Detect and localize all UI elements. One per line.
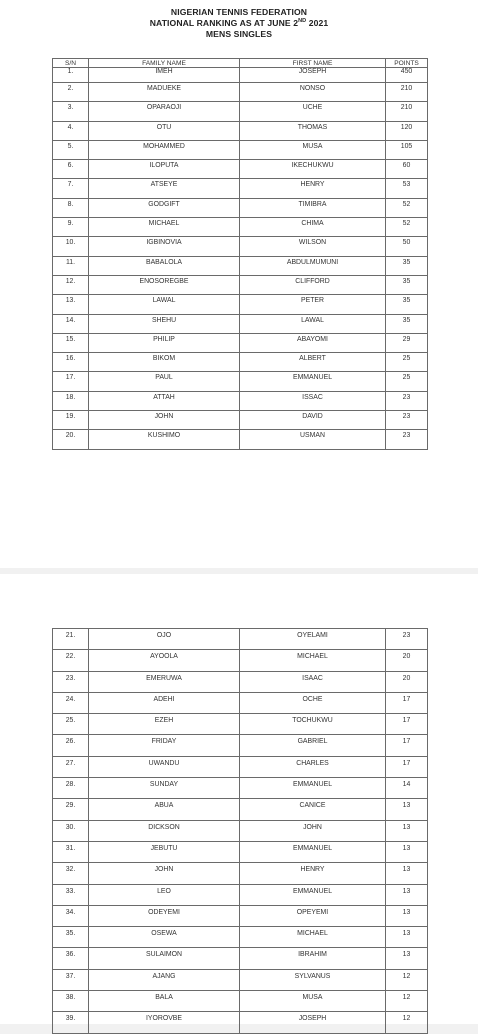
family-name-cell: IGBINOVIA bbox=[89, 237, 240, 256]
table-row bbox=[53, 735, 428, 756]
points-cell: 20 bbox=[386, 650, 428, 671]
table-row bbox=[53, 179, 428, 198]
points-cell: 13 bbox=[386, 863, 428, 884]
family-name-cell: IMEH bbox=[89, 68, 240, 83]
sn-cell: 19. bbox=[53, 411, 89, 430]
table-header-row bbox=[53, 59, 428, 68]
points-cell: 52 bbox=[386, 218, 428, 237]
family-name-cell: OJO bbox=[89, 629, 240, 650]
points-cell: 35 bbox=[386, 295, 428, 314]
first-name-cell: JOSEPH bbox=[240, 68, 386, 83]
first-name-cell: EMMANUEL bbox=[240, 841, 386, 862]
points-cell: 210 bbox=[386, 83, 428, 102]
sn-cell: 22. bbox=[53, 650, 89, 671]
ranking-date-ordinal: ND bbox=[298, 18, 307, 24]
family-name-cell: ENOSOREGBE bbox=[89, 275, 240, 294]
first-name-cell: PETER bbox=[240, 295, 386, 314]
family-name-cell: GODGIFT bbox=[89, 198, 240, 217]
family-name-cell: EMERUWA bbox=[89, 671, 240, 692]
table-row bbox=[53, 650, 428, 671]
first-name-cell: GABRIEL bbox=[240, 735, 386, 756]
first-name-cell: SYLVANUS bbox=[240, 969, 386, 990]
family-name-cell: OSEWA bbox=[89, 927, 240, 948]
points-header: POINTS bbox=[386, 59, 428, 68]
points-cell: 35 bbox=[386, 275, 428, 294]
table-row bbox=[53, 629, 428, 650]
family-name-cell: ADEHI bbox=[89, 692, 240, 713]
sn-cell: 9. bbox=[53, 218, 89, 237]
family-name-cell: OTU bbox=[89, 121, 240, 140]
ranking-date-title bbox=[0, 18, 478, 29]
family-name-cell: MADUEKE bbox=[89, 83, 240, 102]
table-row bbox=[53, 905, 428, 926]
first-name-cell: MUSA bbox=[240, 140, 386, 159]
table-row bbox=[53, 83, 428, 102]
sn-cell: 27. bbox=[53, 756, 89, 777]
first-name-cell: HENRY bbox=[240, 863, 386, 884]
points-cell: 23 bbox=[386, 391, 428, 410]
family-name-cell: UWANDU bbox=[89, 756, 240, 777]
first-name-cell: THOMAS bbox=[240, 121, 386, 140]
points-cell: 35 bbox=[386, 314, 428, 333]
family-name-cell: BIKOM bbox=[89, 353, 240, 372]
points-cell: 13 bbox=[386, 841, 428, 862]
table-row bbox=[53, 927, 428, 948]
sn-cell: 39. bbox=[53, 1012, 89, 1033]
table-row bbox=[53, 391, 428, 410]
table-row bbox=[53, 756, 428, 777]
table-row bbox=[53, 671, 428, 692]
sn-cell: 33. bbox=[53, 884, 89, 905]
sn-cell: 18. bbox=[53, 391, 89, 410]
points-cell: 13 bbox=[386, 948, 428, 969]
sn-cell: 1. bbox=[53, 68, 89, 83]
first-name-cell: ALBERT bbox=[240, 353, 386, 372]
points-cell: 17 bbox=[386, 756, 428, 777]
family-name-cell: OPARAOJI bbox=[89, 102, 240, 121]
sn-cell: 3. bbox=[53, 102, 89, 121]
sn-cell: 13. bbox=[53, 295, 89, 314]
table-row bbox=[53, 121, 428, 140]
family-name-cell: ATTAH bbox=[89, 391, 240, 410]
sn-cell: 12. bbox=[53, 275, 89, 294]
points-cell: 23 bbox=[386, 411, 428, 430]
table-row bbox=[53, 140, 428, 159]
family-name-cell: LEO bbox=[89, 884, 240, 905]
family-name-cell: ABUA bbox=[89, 799, 240, 820]
sn-cell: 4. bbox=[53, 121, 89, 140]
first-name-cell: IBRAHIM bbox=[240, 948, 386, 969]
points-cell: 13 bbox=[386, 820, 428, 841]
table-row bbox=[53, 314, 428, 333]
first-name-cell: ISSAC bbox=[240, 391, 386, 410]
family-name-cell: PHILIP bbox=[89, 333, 240, 352]
points-cell: 450 bbox=[386, 68, 428, 83]
points-cell: 14 bbox=[386, 778, 428, 799]
sn-cell: 17. bbox=[53, 372, 89, 391]
family-name-cell: LAWAL bbox=[89, 295, 240, 314]
ranking-table-1 bbox=[52, 58, 428, 450]
family-name-cell: SHEHU bbox=[89, 314, 240, 333]
table-row bbox=[53, 1012, 428, 1033]
first-name-cell: MUSA bbox=[240, 991, 386, 1012]
points-cell: 13 bbox=[386, 927, 428, 948]
points-cell: 60 bbox=[386, 160, 428, 179]
sn-cell: 15. bbox=[53, 333, 89, 352]
first-name-cell: OPEYEMI bbox=[240, 905, 386, 926]
table-row bbox=[53, 372, 428, 391]
sn-cell: 37. bbox=[53, 969, 89, 990]
category-title: MENS SINGLES bbox=[205, 29, 273, 39]
sn-cell: 30. bbox=[53, 820, 89, 841]
points-cell: 12 bbox=[386, 1012, 428, 1033]
family-name-cell: MOHAMMED bbox=[89, 140, 240, 159]
table-row bbox=[53, 799, 428, 820]
table-row bbox=[53, 275, 428, 294]
family-name-cell: PAUL bbox=[89, 372, 240, 391]
family-name-cell: KUSHIMO bbox=[89, 430, 240, 449]
sn-cell: 23. bbox=[53, 671, 89, 692]
points-cell: 12 bbox=[386, 991, 428, 1012]
points-cell: 20 bbox=[386, 671, 428, 692]
first-name-cell: CHARLES bbox=[240, 756, 386, 777]
sn-cell: 2. bbox=[53, 83, 89, 102]
points-cell: 12 bbox=[386, 969, 428, 990]
points-cell: 53 bbox=[386, 179, 428, 198]
first-name-cell: MICHAEL bbox=[240, 927, 386, 948]
family-name-cell: IYOROVBE bbox=[89, 1012, 240, 1033]
points-cell: 23 bbox=[386, 430, 428, 449]
family-name-cell: DICKSON bbox=[89, 820, 240, 841]
sn-cell: 7. bbox=[53, 179, 89, 198]
table-row bbox=[53, 102, 428, 121]
document-page-2 bbox=[0, 574, 478, 1024]
sn-cell: 34. bbox=[53, 905, 89, 926]
table-row bbox=[53, 884, 428, 905]
family-name-cell: BABALOLA bbox=[89, 256, 240, 275]
family-name-cell: JOHN bbox=[89, 863, 240, 884]
sn-cell: 11. bbox=[53, 256, 89, 275]
table-row bbox=[53, 820, 428, 841]
ranking-date-text: NATIONAL RANKING AS AT JUNE 2 bbox=[149, 18, 299, 28]
points-cell: 25 bbox=[386, 353, 428, 372]
table-row bbox=[53, 198, 428, 217]
table-row bbox=[53, 714, 428, 735]
points-cell: 17 bbox=[386, 692, 428, 713]
first-name-cell: OCHE bbox=[240, 692, 386, 713]
table-row bbox=[53, 948, 428, 969]
table-row bbox=[53, 430, 428, 449]
points-cell: 25 bbox=[386, 372, 428, 391]
points-cell: 50 bbox=[386, 237, 428, 256]
first-name-cell: EMMANUEL bbox=[240, 778, 386, 799]
first-name-cell: IKECHUKWU bbox=[240, 160, 386, 179]
table-row bbox=[53, 969, 428, 990]
first-name-cell: NONSO bbox=[240, 83, 386, 102]
family-name-cell: EZEH bbox=[89, 714, 240, 735]
family-name-cell: ILOPUTA bbox=[89, 160, 240, 179]
points-cell: 13 bbox=[386, 884, 428, 905]
family-name-cell: JOHN bbox=[89, 411, 240, 430]
first-name-cell: TOCHUKWU bbox=[240, 714, 386, 735]
first-name-cell: TIMIBRA bbox=[240, 198, 386, 217]
federation-title: NIGERIAN TENNIS FEDERATION bbox=[170, 7, 308, 17]
points-cell: 13 bbox=[386, 905, 428, 926]
first-name-cell: USMAN bbox=[240, 430, 386, 449]
table-row bbox=[53, 68, 428, 83]
sn-cell: 31. bbox=[53, 841, 89, 862]
table-row bbox=[53, 237, 428, 256]
sn-cell: 6. bbox=[53, 160, 89, 179]
sn-header: S/N bbox=[53, 59, 89, 68]
table-row bbox=[53, 256, 428, 275]
table-row bbox=[53, 353, 428, 372]
first-name-cell: ABDULMUMUNI bbox=[240, 256, 386, 275]
ranking-table-2 bbox=[52, 628, 428, 1034]
table-row bbox=[53, 692, 428, 713]
first-name-cell: UCHE bbox=[240, 102, 386, 121]
sn-cell: 35. bbox=[53, 927, 89, 948]
family-name-cell: BALA bbox=[89, 991, 240, 1012]
first-name-cell: LAWAL bbox=[240, 314, 386, 333]
first-name-cell: JOHN bbox=[240, 820, 386, 841]
family-name-cell: JEBUTU bbox=[89, 841, 240, 862]
points-cell: 52 bbox=[386, 198, 428, 217]
points-cell: 17 bbox=[386, 735, 428, 756]
sn-cell: 16. bbox=[53, 353, 89, 372]
first-name-cell: WILSON bbox=[240, 237, 386, 256]
points-cell: 35 bbox=[386, 256, 428, 275]
ranking-year: 2021 bbox=[306, 18, 329, 28]
first-name-cell: MICHAEL bbox=[240, 650, 386, 671]
table-row bbox=[53, 333, 428, 352]
first-name-header: FIRST NAME bbox=[240, 59, 386, 68]
first-name-cell: CANICE bbox=[240, 799, 386, 820]
table-row bbox=[53, 411, 428, 430]
sn-cell: 24. bbox=[53, 692, 89, 713]
first-name-cell: DAVID bbox=[240, 411, 386, 430]
first-name-cell: ABAYOMI bbox=[240, 333, 386, 352]
points-cell: 17 bbox=[386, 714, 428, 735]
sn-cell: 21. bbox=[53, 629, 89, 650]
family-name-cell: ATSEYE bbox=[89, 179, 240, 198]
sn-cell: 36. bbox=[53, 948, 89, 969]
first-name-cell: CLIFFORD bbox=[240, 275, 386, 294]
points-cell: 105 bbox=[386, 140, 428, 159]
family-name-cell: ODEYEMI bbox=[89, 905, 240, 926]
first-name-cell: CHIMA bbox=[240, 218, 386, 237]
table-row bbox=[53, 841, 428, 862]
points-cell: 120 bbox=[386, 121, 428, 140]
first-name-cell: OYELAMI bbox=[240, 629, 386, 650]
table-row bbox=[53, 991, 428, 1012]
family-name-header: FAMILY NAME bbox=[89, 59, 240, 68]
table-row bbox=[53, 295, 428, 314]
sn-cell: 28. bbox=[53, 778, 89, 799]
sn-cell: 5. bbox=[53, 140, 89, 159]
sn-cell: 26. bbox=[53, 735, 89, 756]
first-name-cell: HENRY bbox=[240, 179, 386, 198]
first-name-cell: EMMANUEL bbox=[240, 884, 386, 905]
family-name-cell: FRIDAY bbox=[89, 735, 240, 756]
points-cell: 23 bbox=[386, 629, 428, 650]
points-cell: 13 bbox=[386, 799, 428, 820]
sn-cell: 29. bbox=[53, 799, 89, 820]
sn-cell: 8. bbox=[53, 198, 89, 217]
points-cell: 29 bbox=[386, 333, 428, 352]
family-name-cell: SULAIMON bbox=[89, 948, 240, 969]
sn-cell: 32. bbox=[53, 863, 89, 884]
points-cell: 210 bbox=[386, 102, 428, 121]
table-row bbox=[53, 160, 428, 179]
sn-cell: 25. bbox=[53, 714, 89, 735]
sn-cell: 10. bbox=[53, 237, 89, 256]
table-row bbox=[53, 778, 428, 799]
first-name-cell: JOSEPH bbox=[240, 1012, 386, 1033]
sn-cell: 20. bbox=[53, 430, 89, 449]
family-name-cell: MICHAEL bbox=[89, 218, 240, 237]
first-name-cell: EMMANUEL bbox=[240, 372, 386, 391]
family-name-cell: SUNDAY bbox=[89, 778, 240, 799]
family-name-cell: AYOOLA bbox=[89, 650, 240, 671]
family-name-cell: AJANG bbox=[89, 969, 240, 990]
table-row bbox=[53, 218, 428, 237]
first-name-cell: ISAAC bbox=[240, 671, 386, 692]
table-row bbox=[53, 863, 428, 884]
sn-cell: 38. bbox=[53, 991, 89, 1012]
sn-cell: 14. bbox=[53, 314, 89, 333]
